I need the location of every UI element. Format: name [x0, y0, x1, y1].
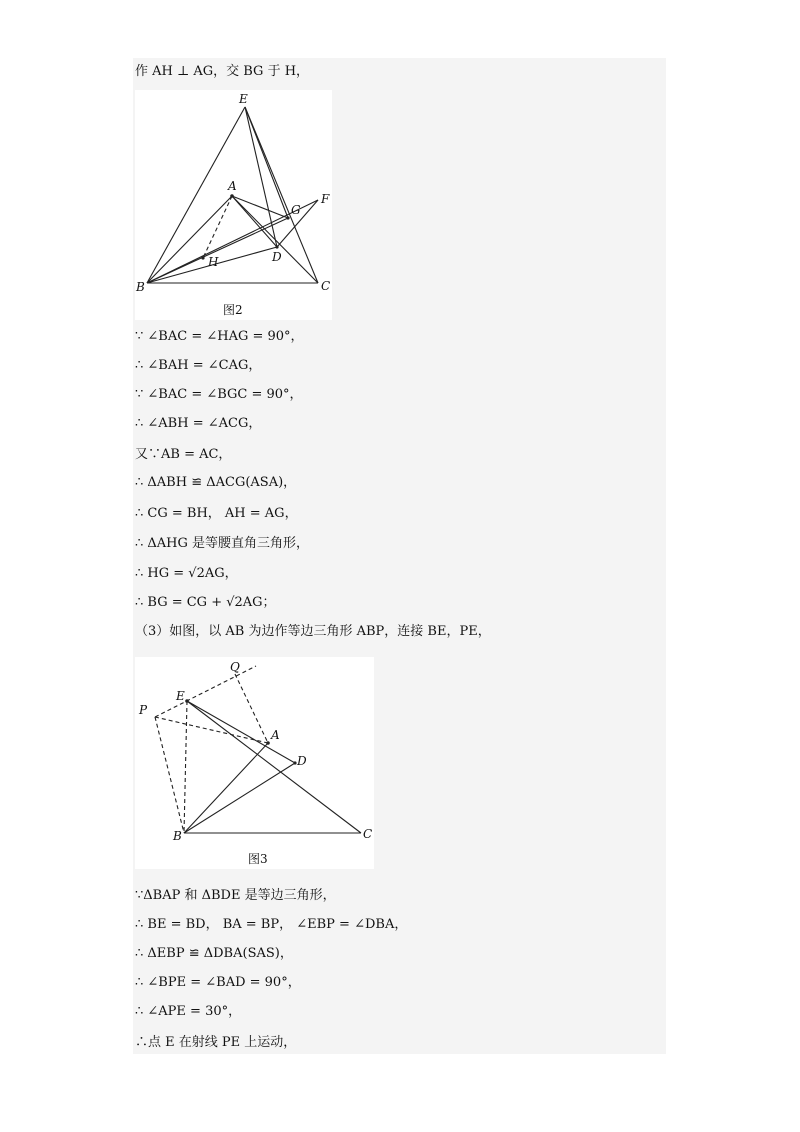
segment-BG — [147, 218, 288, 283]
text-line-7: ∴ ΔABH ≌ ΔACG(ASA)， — [135, 475, 297, 490]
segment-PA-dashed — [155, 717, 268, 743]
text-line-5: ∴ ∠ABH = ∠ACG， — [135, 416, 262, 431]
point-G — [286, 216, 289, 219]
point-D — [275, 245, 278, 248]
text-line-1: 作 AH ⊥ AG，交 BG 于 H， — [135, 64, 310, 79]
text-line-2: ∵ ∠BAC = ∠HAG = 90°， — [135, 329, 304, 344]
figure-3-diagram — [135, 657, 374, 869]
label-C: C — [363, 827, 373, 841]
text-line-3: ∴ ∠BAH = ∠CAG， — [135, 358, 262, 373]
label-G: G — [291, 203, 301, 217]
segment-QA-dashed — [235, 674, 268, 743]
figure-3 — [135, 657, 374, 869]
text-line-14: ∴ BE = BD， BA = BP， ∠EBP = ∠DBA， — [135, 917, 408, 932]
label-P: P — [139, 703, 148, 717]
segment-BE — [147, 107, 245, 283]
segment-EB-dashed — [184, 701, 187, 833]
figure-3-caption: 图3 — [248, 852, 268, 866]
text-line-4: ∵ ∠BAC = ∠BGC = 90°， — [135, 387, 303, 402]
point-H — [201, 256, 204, 259]
point-E — [185, 699, 189, 703]
segment-AG — [232, 196, 288, 218]
segment-EC — [187, 701, 361, 833]
text-line-8: ∴ CG = BH， AH = AG， — [135, 506, 298, 521]
label-H: H — [208, 255, 219, 269]
text-line-9: ∴ ΔAHG 是等腰直角三角形， — [135, 536, 310, 551]
label-A: A — [271, 728, 280, 742]
label-Q: Q — [230, 660, 240, 674]
label-E: E — [239, 92, 248, 106]
figure-2-caption: 图2 — [223, 303, 243, 317]
figure-2-diagram — [135, 90, 332, 320]
ray-PQ-dashed — [155, 666, 256, 717]
label-C: C — [321, 279, 331, 293]
text-line-18: ∴点 E 在射线 PE 上运动， — [135, 1035, 297, 1050]
label-D: D — [297, 754, 307, 768]
label-A: A — [228, 179, 237, 193]
label-E: E — [176, 689, 185, 703]
figure-2 — [135, 90, 332, 320]
label-D: D — [272, 250, 282, 264]
label-B: B — [136, 280, 145, 294]
point-A — [230, 194, 234, 198]
segment-BA — [147, 196, 232, 283]
label-F: F — [321, 192, 330, 206]
text-line-15: ∴ ΔEBP ≌ ΔDBA(SAS)， — [135, 946, 293, 961]
label-B: B — [173, 829, 182, 843]
point-A — [266, 741, 270, 745]
text-line-6: 又∵AB = AC， — [135, 447, 232, 462]
text-line-12: （3）如图，以 AB 为边作等边三角形 ABP，连接 BE，PE， — [135, 624, 491, 639]
segment-AD — [232, 196, 277, 247]
segment-PB-dashed — [155, 717, 184, 833]
text-line-17: ∴ ∠APE = 30°， — [135, 1004, 242, 1019]
text-line-11: ∴ BG = CG + √2AG； — [135, 595, 276, 610]
text-line-16: ∴ ∠BPE = ∠BAD = 90°， — [135, 975, 301, 990]
text-line-13: ∵ΔBAP 和 ΔBDE 是等边三角形， — [135, 888, 336, 903]
text-line-10: ∴ HG = √2AG， — [135, 566, 238, 581]
